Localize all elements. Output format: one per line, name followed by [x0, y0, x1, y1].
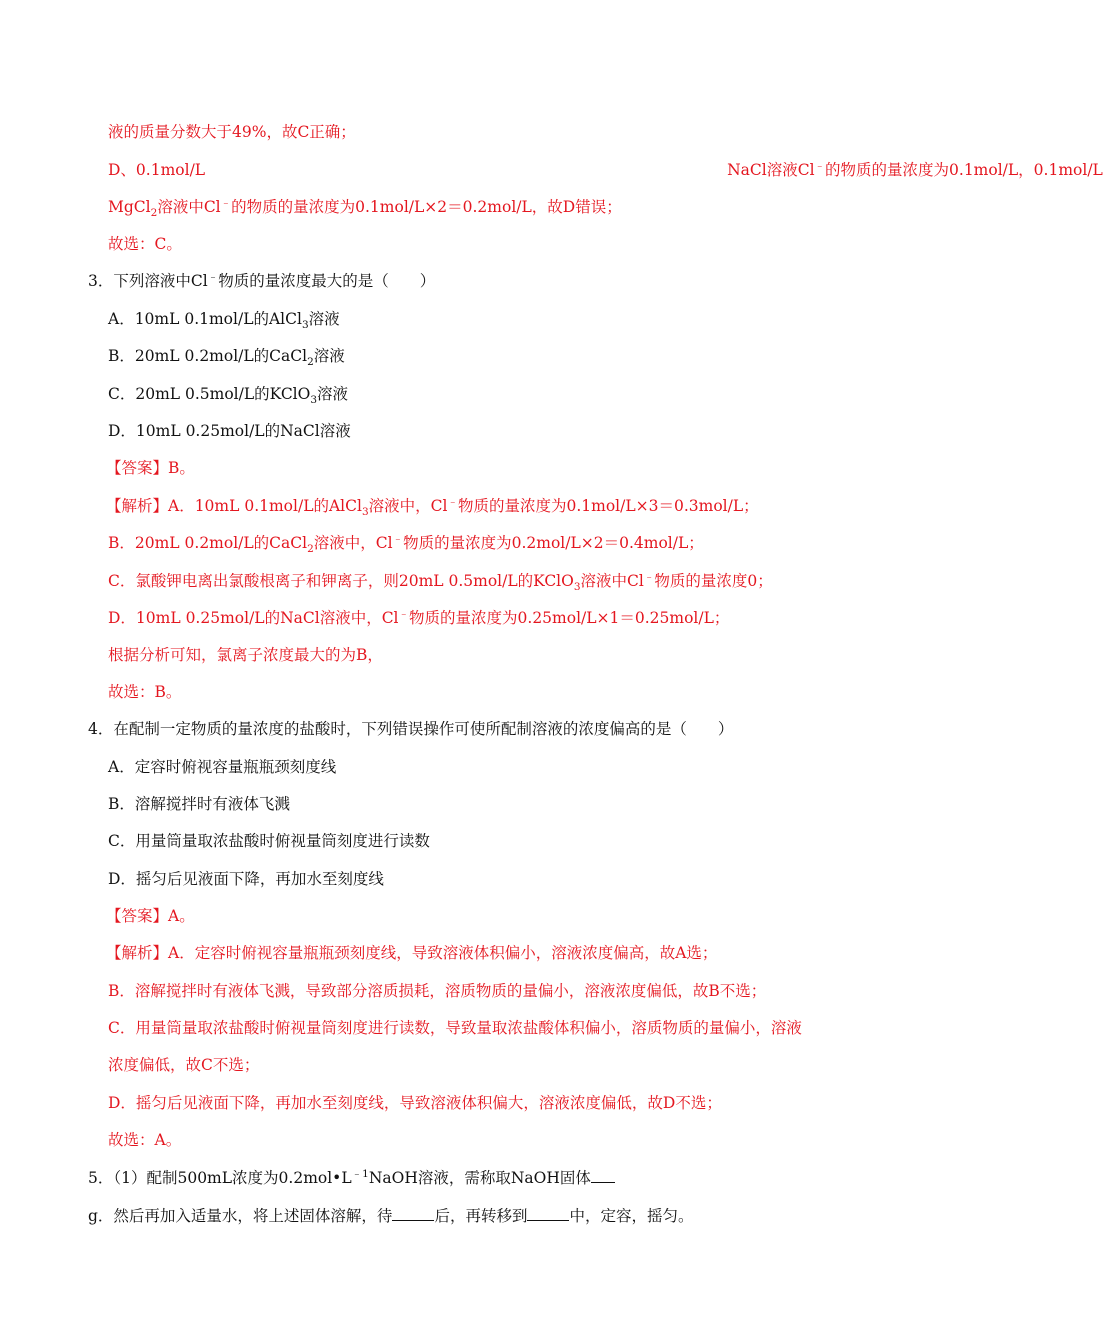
q4-conclusion: 故选：A。 [108, 1131, 182, 1149]
q4-option-c: C．用量筒量取浓盐酸时俯视量筒刻度进行读数 [108, 832, 430, 850]
q3-conclusion: 故选：B。 [108, 683, 182, 701]
q5-blank-vessel[interactable] [527, 1205, 569, 1221]
q3-option-c: C．20mL 0.5mol/L的KClO$_3$溶液 [108, 385, 349, 407]
q3-explanation-1: 【解析】A．10mL 0.1mol/L的AlCl$_3$溶液中，Cl﹣物质的量浓度为0.1mol/L×3＝0.3mol/L； [106, 495, 759, 519]
q3-explanation-5: 根据分析可知，氯离子浓度最大的为B， [108, 646, 383, 664]
q4-option-d: D．摇匀后见液面下降，再加水至刻度线 [108, 870, 384, 888]
q3-explanation-3: C．氯酸钾电离出氯酸根离子和钾离子，则20mL 0.5mol/L的KClO$_3$溶液中Cl﹣物质的量浓度0； [108, 570, 773, 594]
q3-option-a: A．10mL 0.1mol/L的AlCl$_3$溶液 [108, 310, 340, 332]
q3-explanation-4: D．10mL 0.25mol/L的NaCl溶液中，Cl﹣物质的量浓度为0.25mol/L×1＝0.25mol/L； [108, 607, 730, 627]
q3-option-d: D．10mL 0.25mol/L的NaCl溶液 [108, 422, 351, 440]
q4-option-b: B．溶解搅拌时有液体飞溅 [108, 795, 290, 813]
q5-line-2: g．然后再加入适量水，将上述固体溶解，待 后，再转移到 中，定容，摇匀。 [88, 1207, 694, 1225]
q4-explanation-1: 【解析】A．定容时俯视容量瓶瓶颈刻度线，导致溶液体积偏小，溶液浓度偏高，故A选； [106, 944, 718, 962]
q3-answer: 【答案】B。 [106, 459, 195, 477]
q3-option-b: B．20mL 0.2mol/L的CaCl$_2$溶液 [108, 347, 345, 369]
q5-blank-mass[interactable] [591, 1167, 615, 1183]
prev-explanation-line-1: 液的质量分数大于49%，故C正确； [108, 123, 356, 141]
prev-explanation-line-2: D、0.1mol/L NaCl溶液Cl﹣的物质的量浓度为0.1mol/L，0.1mol/L [108, 159, 1103, 179]
prev-conclusion: 故选：C。 [108, 235, 182, 253]
q4-explanation-4: 浓度偏低，故C不选； [108, 1056, 260, 1074]
q4-answer: 【答案】A。 [106, 907, 195, 925]
prev-explanation-line-3: MgCl$_2$溶液中Cl﹣的物质的量浓度为0.1mol/L×2＝0.2mol/L，故D错误； [108, 196, 622, 220]
q3-stem: 3．下列溶液中Cl﹣物质的量浓度最大的是（ ） [88, 270, 436, 290]
q5-line-1: 5．（1）配制500mL浓度为$0.2mol•L^{﹣1}NaOH$溶液，需称取NaOH固体 [88, 1167, 615, 1189]
q4-option-a: A．定容时俯视容量瓶瓶颈刻度线 [108, 758, 337, 776]
q4-stem: 4．在配制一定物质的量浓度的盐酸时，下列错误操作可使所配制溶液的浓度偏高的是（ ） [88, 720, 734, 738]
q4-explanation-2: B．溶解搅拌时有液体飞溅，导致部分溶质损耗，溶质物质的量偏小，溶液浓度偏低，故B不选； [108, 982, 767, 1000]
q4-explanation-5: D．摇匀后见液面下降，再加水至刻度线，导致溶液体积偏大，溶液浓度偏低，故D不选； [108, 1094, 722, 1112]
q4-explanation-3: C．用量筒量取浓盐酸时俯视量筒刻度进行读数，导致量取浓盐酸体积偏小，溶质物质的量偏小，溶液 [108, 1019, 802, 1037]
q3-explanation-2: B．20mL 0.2mol/L的CaCl$_2$溶液中，Cl﹣物质的量浓度为0.2mol/L×2＝0.4mol/L； [108, 532, 704, 556]
q5-blank-condition[interactable] [392, 1205, 434, 1221]
